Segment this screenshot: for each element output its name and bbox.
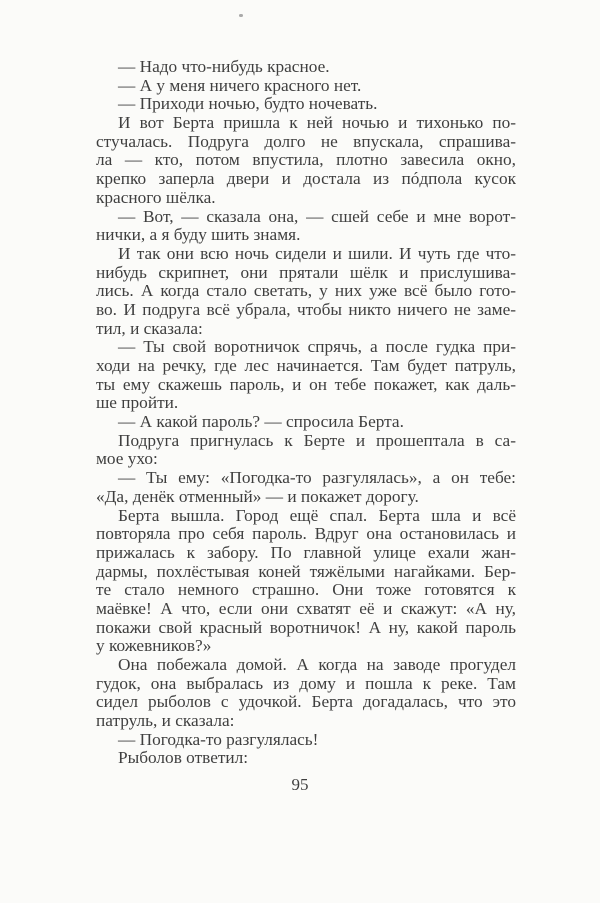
text-line: — Ты свой воротничок спрячь, а после гудка при-: [118, 338, 516, 357]
text-line: ходи на речку, где лес начинается. Там будет патруль,: [96, 357, 516, 375]
text-line: мое ухо:: [96, 449, 158, 469]
text-line: прижалась к забору. По главной улице ехали жан-: [96, 543, 516, 562]
text-line: тил, и сказала:: [96, 318, 203, 338]
text-line: ты ему скажешь пароль, и он тебе покажет, как даль-: [96, 375, 516, 394]
text-line: у кожевников?»: [96, 636, 212, 656]
text-line: дармы, похлёстывая коней тяжёлыми нагайками. Бер-: [96, 562, 516, 581]
text-line: во. И подруга всё убрала, чтобы никто ничего не заме-: [96, 300, 516, 319]
text-line: те стало немного страшно. Они тоже готовятся к: [96, 581, 516, 600]
text-line: «Да, денёк отменный» — и покажет дорогу.: [96, 486, 419, 506]
text-line: Рыболов ответил:: [118, 748, 249, 768]
text-line: Она побежала домой. А когда на заводе прогудел: [118, 656, 516, 674]
text-line: повторяла про себя пароль. Вдруг она остановилась и: [96, 525, 516, 544]
text-line: — Надо что-нибудь красное.: [118, 57, 330, 76]
text-line: — Ты ему: «Погодка-то разгулялась», а он тебе:: [118, 469, 516, 488]
page-body-text: [96, 58, 516, 768]
scan-speck: [239, 14, 243, 17]
page-number: 95: [291, 775, 309, 794]
text-line: И вот Берта пришла к ней ночью и тихонько по-: [118, 114, 516, 133]
text-line: стучалась. Подруга долго не впускала, спрашива-: [96, 132, 516, 151]
text-line: сидел рыболов с удочкой. Берта догадалась, что это: [96, 693, 516, 712]
text-line: лись. А когда стало светать, у них уже всё было гото-: [96, 282, 516, 301]
text-line: нибудь скрипнет, они прятали шёлк и прислушива-: [96, 263, 516, 282]
text-line: — А какой пароль? — спросила Берта.: [118, 412, 404, 432]
text-line: гудок, она выбралась из дому и пошла к реке. Там: [96, 674, 516, 693]
text-line: патруль, и сказала:: [96, 711, 235, 731]
text-line: крепко заперла двери и достала из пóдпола кусок: [96, 170, 516, 189]
text-line: красного шёлка.: [96, 187, 216, 207]
text-line: — Приходи ночью, будто ночевать.: [118, 94, 378, 114]
text-line: — А у меня ничего красного нет.: [118, 75, 362, 95]
text-line: маёвке! А что, если они схватят её и скажут: «А ну,: [96, 599, 516, 618]
text-line: ше пройти.: [96, 393, 179, 413]
text-line: Подруга пригнулась к Берте и прошептала в са-: [118, 431, 516, 450]
text-line: покажи свой красный воротничок! А ну, какой пароль: [96, 618, 516, 637]
text-line: Берта вышла. Город ещё спал. Берта шла и всё: [118, 506, 516, 525]
text-line: — Погодка-то разгулялась!: [118, 729, 319, 749]
text-line: — Вот, — сказала она, — сшей себе и мне ворот-: [118, 207, 516, 226]
text-line: ла — кто, потом впустила, плотно завесила окно,: [96, 151, 516, 170]
text-line: И так они всю ночь сидели и шили. И чуть где что-: [118, 244, 516, 263]
text-line: нички, а я буду шить знамя.: [96, 225, 301, 245]
